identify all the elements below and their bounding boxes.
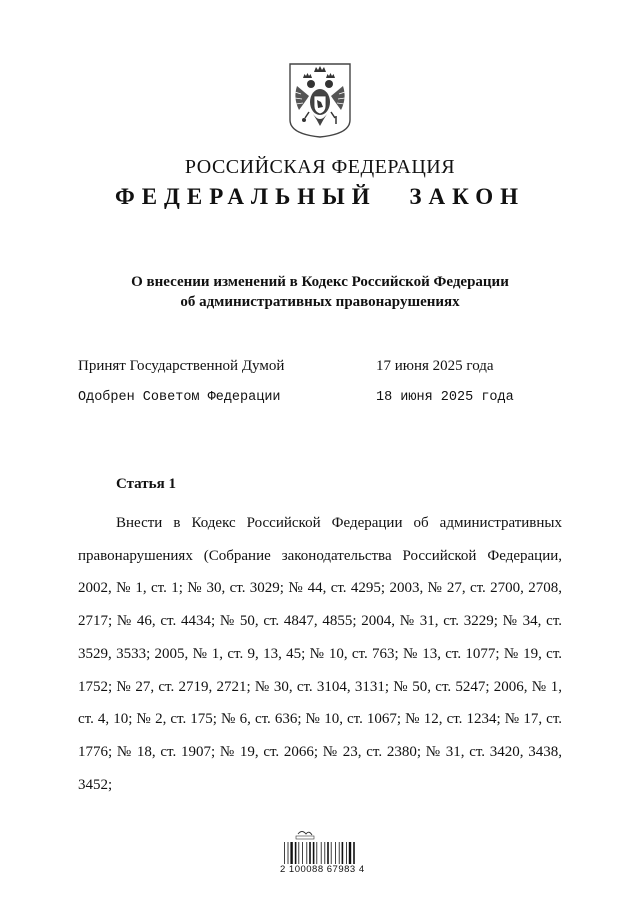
duma-adoption-date: 17 июня 2025 года (376, 358, 494, 374)
duma-adoption-label: Принят Государственной Думой (78, 358, 285, 374)
article-paragraph: Внести в Кодекс Российской Федерации об административных правонарушениях (Собрание законодательства Российской Федерации, 2002, № 1, ст. 1; № 30, ст. 3029; № 44, ст. 4295; 2003, № 27, ст. 2700, 2708, 2717; № 46, ст. 4434; № 50, ст. 4847, 4855; 2004, № 31, ст. 3229; № 34, ст. 3529, 3533; 2005, № 1, ст. 9, 13, 45; № 10, ст. 763; № 13, ст. 1077; № 19, ст. 1752; № 27, ст. 2719, 2721; № 30, ст. 3104, 3131; № 50, ст. 5247; 2006, № 1, ст. 4, 10; № 2, ст. 175; № 6, ст. 636; № 10, ст. 1067; № 12, ст. 1234; № 17, ст. 1776; № 18, ст. 1907; № 19, ст. 2066; № 23, ст. 2380; № 31, ст. 3420, 3438, 3452; (78, 515, 562, 793)
barcode-number: 2 100088 67983 4 (280, 864, 365, 875)
law-title-line-1: О внесении изменений в Кодекс Российской Федерации (131, 274, 509, 290)
law-title-line-2: об административных правонарушениях (180, 294, 460, 310)
council-approval-label: Одобрен Советом Федерации (78, 390, 281, 405)
law-type-heading: ФЕДЕРАЛЬНЫЙ ЗАКОН (114, 184, 526, 209)
council-approval-date: 18 июня 2025 года (376, 390, 514, 405)
article-heading: Статья 1 (116, 476, 176, 492)
coat-of-arms-emblem (287, 62, 353, 138)
article-body (78, 507, 562, 801)
country-heading: РОССИЙСКАЯ ФЕДЕРАЦИЯ (184, 156, 456, 178)
law-title (0, 272, 640, 312)
